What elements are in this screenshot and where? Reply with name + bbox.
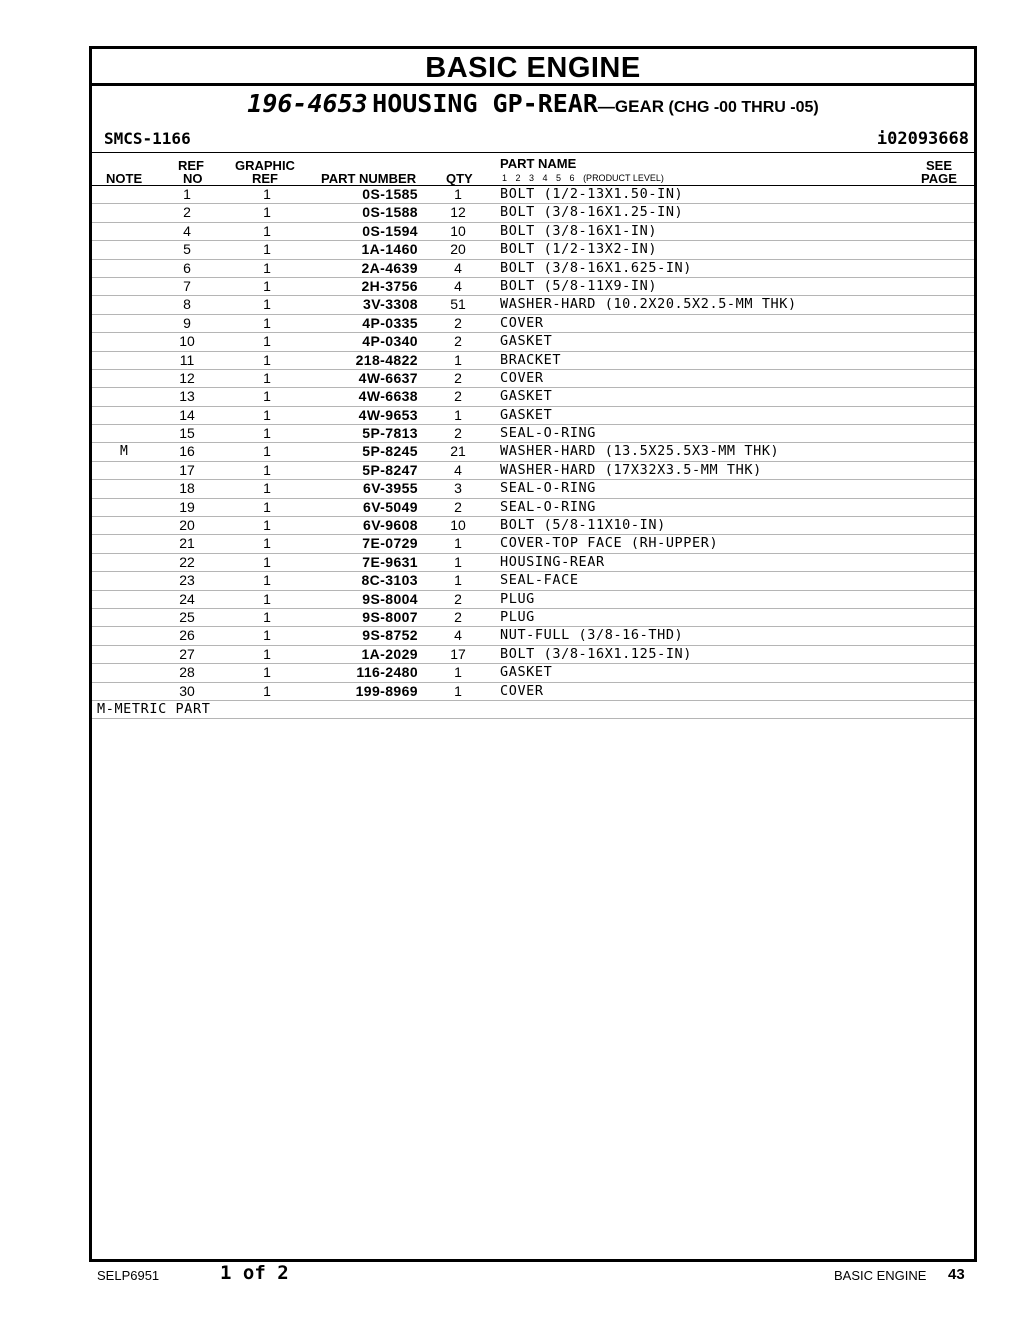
table-row xyxy=(92,499,974,517)
col-header-see-bottom: PAGE xyxy=(921,171,957,186)
table-row xyxy=(92,352,974,370)
table-row xyxy=(92,388,974,406)
part-number-cell: 9S-8004 xyxy=(362,590,418,607)
footer-page-of: 1 of 2 xyxy=(220,1262,289,1284)
page-title: BASIC ENGINE xyxy=(92,49,974,86)
graphic-ref-cell: 1 xyxy=(263,682,271,699)
part-name-cell: BOLT (3/8-16X1-IN) xyxy=(500,222,658,239)
table-row xyxy=(92,480,974,498)
qty-cell: 2 xyxy=(454,608,462,625)
part-name-cell: WASHER-HARD (13.5X25.5X3-MM THK) xyxy=(500,443,780,460)
qty-cell: 4 xyxy=(454,277,462,294)
graphic-ref-cell: 1 xyxy=(263,259,271,276)
part-number-cell: 3V-3308 xyxy=(363,296,418,313)
col-header-qty: QTY xyxy=(446,171,473,186)
qty-cell: 4 xyxy=(454,627,462,644)
part-name-cell: BOLT (1/2-13X1.50-IN) xyxy=(500,186,684,202)
graphic-ref-cell: 1 xyxy=(263,369,271,386)
table-row xyxy=(92,296,974,314)
part-number-cell: 6V-3955 xyxy=(363,480,418,497)
ref-no-cell: 17 xyxy=(179,461,195,478)
part-name-cell: COVER xyxy=(500,682,544,699)
part-number-cell: 8C-3103 xyxy=(361,572,418,589)
col-header-see-top: SEE xyxy=(926,158,953,173)
qty-cell: 1 xyxy=(454,682,462,699)
ref-no-cell: 14 xyxy=(179,406,195,423)
graphic-ref-cell: 1 xyxy=(263,314,271,331)
graphic-ref-cell: 1 xyxy=(263,480,271,497)
ref-no-cell: 1 xyxy=(183,186,191,202)
qty-cell: 21 xyxy=(450,443,466,460)
qty-cell: 1 xyxy=(454,535,462,552)
part-number-cell: 5P-8247 xyxy=(362,461,418,478)
part-name-cell: SEAL-FACE xyxy=(500,572,579,589)
part-name-cell: PLUG xyxy=(500,590,535,607)
table-row xyxy=(92,535,974,553)
ref-no-cell: 18 xyxy=(179,480,195,497)
part-number-cell: 7E-0729 xyxy=(362,535,418,552)
header-top-rule xyxy=(92,152,974,153)
ref-no-cell: 11 xyxy=(179,351,195,368)
table-row xyxy=(92,260,974,278)
part-name-cell: COVER xyxy=(500,314,544,331)
table-row xyxy=(92,241,974,259)
part-name-cell: BRACKET xyxy=(500,351,562,368)
note-legend: M-METRIC PART xyxy=(97,700,211,717)
smcs-code: SMCS-1166 xyxy=(104,129,191,148)
table-row xyxy=(92,517,974,535)
ref-no-cell: 26 xyxy=(179,627,195,644)
part-number-cell: 4W-6637 xyxy=(358,369,418,386)
part-number-cell: 4W-6638 xyxy=(358,388,418,405)
part-number-cell: 116-2480 xyxy=(356,664,418,681)
qty-cell: 20 xyxy=(450,241,466,258)
graphic-ref-cell: 1 xyxy=(263,627,271,644)
col-header-ref-top: REF xyxy=(178,158,204,173)
parts-list-frame xyxy=(89,46,977,1262)
graphic-ref-cell: 1 xyxy=(263,572,271,589)
ref-no-cell: 19 xyxy=(179,498,195,515)
product-level-label: (PRODUCT LEVEL) xyxy=(583,173,664,183)
qty-cell: 1 xyxy=(454,664,462,681)
part-number-cell: 0S-1585 xyxy=(362,186,418,202)
table-row xyxy=(92,333,974,351)
table-row xyxy=(92,646,974,664)
note-legend-row xyxy=(92,701,974,719)
part-number-cell: 0S-1594 xyxy=(362,222,418,239)
product-level-numbers: 1 2 3 4 5 6 xyxy=(502,173,575,183)
graphic-ref-cell: 1 xyxy=(263,222,271,239)
note-cell: M xyxy=(120,444,128,460)
group-part-number: 196-4653 xyxy=(247,89,368,118)
ref-no-cell: 30 xyxy=(179,682,195,699)
col-header-part-name: PART NAME xyxy=(500,156,577,171)
part-name-cell: BOLT (1/2-13X2-IN) xyxy=(500,241,658,258)
table-row xyxy=(92,683,974,701)
part-name-cell: NUT-FULL (3/8-16-THD) xyxy=(500,627,684,644)
part-number-cell: 218-4822 xyxy=(355,351,418,368)
part-name-cell: GASKET xyxy=(500,664,553,681)
graphic-ref-cell: 1 xyxy=(263,204,271,221)
table-row xyxy=(92,462,974,480)
qty-cell: 1 xyxy=(454,572,462,589)
graphic-ref-cell: 1 xyxy=(263,608,271,625)
table-row xyxy=(92,572,974,590)
part-number-cell: 7E-9631 xyxy=(362,553,418,570)
part-number-cell: 6V-5049 xyxy=(363,498,418,515)
part-name-cell: BOLT (3/8-16X1.625-IN) xyxy=(500,259,693,276)
part-number-cell: 5P-8245 xyxy=(362,443,418,460)
ref-no-cell: 28 xyxy=(179,664,195,681)
qty-cell: 17 xyxy=(450,645,466,662)
table-row xyxy=(92,425,974,443)
table-row xyxy=(92,278,974,296)
graphic-ref-cell: 1 xyxy=(263,333,271,350)
group-name: HOUSING GP-REAR xyxy=(372,89,598,118)
part-name-cell: GASKET xyxy=(500,333,553,350)
ref-no-cell: 10 xyxy=(179,333,195,350)
part-name-cell: COVER xyxy=(500,369,544,386)
part-number-cell: 1A-1460 xyxy=(361,241,418,258)
graphic-ref-cell: 1 xyxy=(263,461,271,478)
table-row xyxy=(92,591,974,609)
qty-cell: 1 xyxy=(454,351,462,368)
graphic-ref-cell: 1 xyxy=(263,517,271,534)
footer-section: BASIC ENGINE xyxy=(834,1268,927,1283)
part-name-cell: BOLT (3/8-16X1.25-IN) xyxy=(500,204,684,221)
ref-no-cell: 9 xyxy=(183,314,191,331)
part-name-cell: BOLT (5/8-11X10-IN) xyxy=(500,517,666,534)
ref-no-cell: 4 xyxy=(183,222,191,239)
qty-cell: 2 xyxy=(454,590,462,607)
part-number-cell: 9S-8007 xyxy=(362,608,418,625)
table-row xyxy=(92,204,974,222)
parts-table-body xyxy=(92,186,974,719)
part-name-cell: SEAL-O-RING xyxy=(500,425,597,442)
graphic-ref-cell: 1 xyxy=(263,351,271,368)
qty-cell: 1 xyxy=(454,553,462,570)
part-number-cell: 6V-9608 xyxy=(363,517,418,534)
qty-cell: 2 xyxy=(454,314,462,331)
group-subtitle xyxy=(92,89,974,118)
part-number-cell: 5P-7813 xyxy=(362,425,418,442)
graphic-ref-cell: 1 xyxy=(263,277,271,294)
ref-no-cell: 16 xyxy=(179,443,195,460)
col-header-ref-bottom: NO xyxy=(183,171,203,186)
ref-no-cell: 24 xyxy=(179,590,195,607)
graphic-ref-cell: 1 xyxy=(263,443,271,460)
part-name-cell: SEAL-O-RING xyxy=(500,498,597,515)
ref-no-cell: 5 xyxy=(183,241,191,258)
part-name-cell: PLUG xyxy=(500,608,535,625)
part-number-cell: 199-8969 xyxy=(355,682,418,699)
graphic-ref-cell: 1 xyxy=(263,406,271,423)
part-name-cell: BOLT (3/8-16X1.125-IN) xyxy=(500,645,693,662)
qty-cell: 1 xyxy=(454,406,462,423)
part-name-cell: SEAL-O-RING xyxy=(500,480,597,497)
part-number-cell: 4P-0335 xyxy=(362,314,418,331)
part-number-cell: 0S-1588 xyxy=(362,204,418,221)
part-name-cell: WASHER-HARD (17X32X3.5-MM THK) xyxy=(500,461,762,478)
col-header-graphic-bottom: REF xyxy=(252,171,278,186)
table-row xyxy=(92,627,974,645)
ref-no-cell: 2 xyxy=(183,204,191,221)
part-name-cell: COVER-TOP FACE (RH-UPPER) xyxy=(500,535,719,552)
part-name-cell: GASKET xyxy=(500,406,553,423)
qty-cell: 2 xyxy=(454,333,462,350)
ref-no-cell: 13 xyxy=(179,388,195,405)
qty-cell: 3 xyxy=(454,480,462,497)
footer-doc-id: SELP6951 xyxy=(97,1268,160,1283)
table-row xyxy=(92,664,974,682)
part-name-cell: BOLT (5/8-11X9-IN) xyxy=(500,277,658,294)
ref-no-cell: 27 xyxy=(179,645,195,662)
part-number-cell: 2A-4639 xyxy=(361,259,418,276)
part-name-cell: HOUSING-REAR xyxy=(500,553,605,570)
graphic-ref-cell: 1 xyxy=(263,388,271,405)
table-row xyxy=(92,186,974,204)
footer-page-number: 43 xyxy=(948,1266,965,1283)
ref-no-cell: 15 xyxy=(179,425,195,442)
col-header-graphic-top: GRAPHIC xyxy=(235,158,295,173)
ref-no-cell: 7 xyxy=(183,277,191,294)
product-levels xyxy=(502,173,664,183)
ref-no-cell: 25 xyxy=(179,608,195,625)
table-row xyxy=(92,315,974,333)
qty-cell: 51 xyxy=(450,296,466,313)
graphic-ref-cell: 1 xyxy=(263,535,271,552)
qty-cell: 10 xyxy=(450,517,466,534)
part-number-cell: 1A-2029 xyxy=(361,645,418,662)
graphic-ref-cell: 1 xyxy=(263,498,271,515)
table-row xyxy=(92,609,974,627)
graphic-ref-cell: 1 xyxy=(263,664,271,681)
ref-no-cell: 12 xyxy=(179,369,195,386)
qty-cell: 4 xyxy=(454,461,462,478)
ref-no-cell: 21 xyxy=(179,535,195,552)
part-number-cell: 2H-3756 xyxy=(361,277,418,294)
table-row xyxy=(92,443,974,461)
qty-cell: 12 xyxy=(450,204,466,221)
table-row xyxy=(92,223,974,241)
part-number-cell: 9S-8752 xyxy=(362,627,418,644)
part-name-cell: GASKET xyxy=(500,388,553,405)
col-header-part-number: PART NUMBER xyxy=(321,171,417,186)
graphic-ref-cell: 1 xyxy=(263,645,271,662)
group-change-range: (CHG -00 THRU -05) xyxy=(668,99,819,116)
graphic-ref-cell: 1 xyxy=(263,590,271,607)
graphic-ref-cell: 1 xyxy=(263,553,271,570)
part-number-cell: 4P-0340 xyxy=(362,333,418,350)
ref-no-cell: 22 xyxy=(179,553,195,570)
part-name-cell: WASHER-HARD (10.2X20.5X2.5-MM THK) xyxy=(500,296,797,313)
col-header-note: NOTE xyxy=(106,171,143,186)
qty-cell: 2 xyxy=(454,388,462,405)
qty-cell: 4 xyxy=(454,259,462,276)
part-number-cell: 4W-9653 xyxy=(358,406,418,423)
table-row xyxy=(92,407,974,425)
qty-cell: 1 xyxy=(454,186,462,202)
graphic-ref-cell: 1 xyxy=(263,241,271,258)
graphic-ref-cell: 1 xyxy=(263,425,271,442)
illustration-id: i02093668 xyxy=(876,129,969,149)
qty-cell: 2 xyxy=(454,425,462,442)
qty-cell: 2 xyxy=(454,498,462,515)
graphic-ref-cell: 1 xyxy=(263,186,271,202)
table-row xyxy=(92,370,974,388)
ref-no-cell: 6 xyxy=(183,259,191,276)
ref-no-cell: 23 xyxy=(179,572,195,589)
ref-no-cell: 20 xyxy=(179,517,195,534)
ref-no-cell: 8 xyxy=(183,296,191,313)
table-row xyxy=(92,554,974,572)
graphic-ref-cell: 1 xyxy=(263,296,271,313)
qty-cell: 2 xyxy=(454,369,462,386)
qty-cell: 10 xyxy=(450,222,466,239)
group-name-suffix: —GEAR xyxy=(597,97,665,116)
